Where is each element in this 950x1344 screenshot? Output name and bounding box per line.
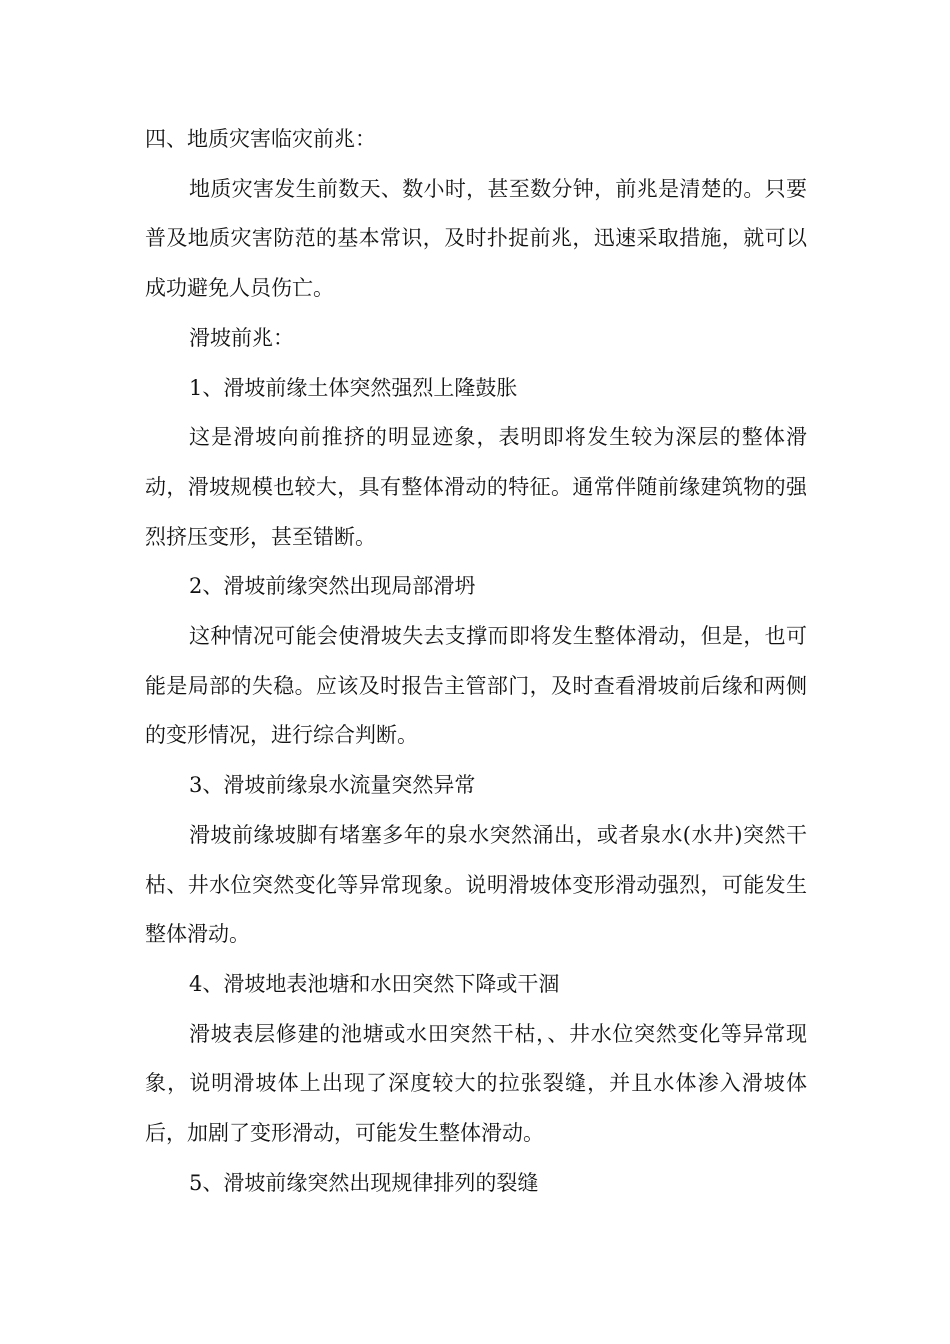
item-title-5: 5、滑坡前缘突然出现规律排列的裂缝 xyxy=(189,1170,539,1195)
subsection-heading: 滑坡前兆： xyxy=(189,325,294,350)
intro-paragraph: 地质灾害发生前数天、数小时，甚至数分钟，前兆是清楚的。只要普及地质灾害防范的基本常识，及时扑捉前兆，迅速采取措施，就可以成功避免人员伤亡。 xyxy=(145,176,807,301)
document-body xyxy=(145,115,807,1208)
item-body-1: 这是滑坡向前推挤的明显迹象，表明即将发生较为深层的整体滑动，滑坡规模也较大，具有整体滑动的特征。通常伴随前缘建筑物的强烈挤压变形，甚至错断。 xyxy=(145,425,807,549)
item-body-2: 这种情况可能会使滑坡失去支撑而即将发生整体滑动，但是，也可能是局部的失稳。应该及时报告主管部门，及时查看滑坡前后缘和两侧的变形情况，进行综合判断。 xyxy=(145,624,807,748)
item-body-4: 滑坡表层修建的池塘或水田突然干枯，、井水位突然变化等异常现象，说明滑坡体上出现了深度较大的拉张裂缝，并且水体渗入滑坡体后，加剧了变形滑动，可能发生整体滑动。 xyxy=(145,1021,807,1146)
item-title-2: 2、滑坡前缘突然出现局部滑坍 xyxy=(189,574,476,599)
item-title-3: 3、滑坡前缘泉水流量突然异常 xyxy=(189,773,476,798)
item-title-4: 4、滑坡地表池塘和水田突然下降或干涸 xyxy=(189,971,560,996)
item-title-1: 1、滑坡前缘土体突然强烈上隆鼓胀 xyxy=(189,375,518,400)
item-body-3: 滑坡前缘坡脚有堵塞多年的泉水突然涌出，或者泉水(水井)突然干枯、井水位突然变化等异常现象。说明滑坡体变形滑动强烈，可能发生整体滑动。 xyxy=(145,822,807,947)
section-heading: 四、地质灾害临灾前兆： xyxy=(145,127,376,151)
